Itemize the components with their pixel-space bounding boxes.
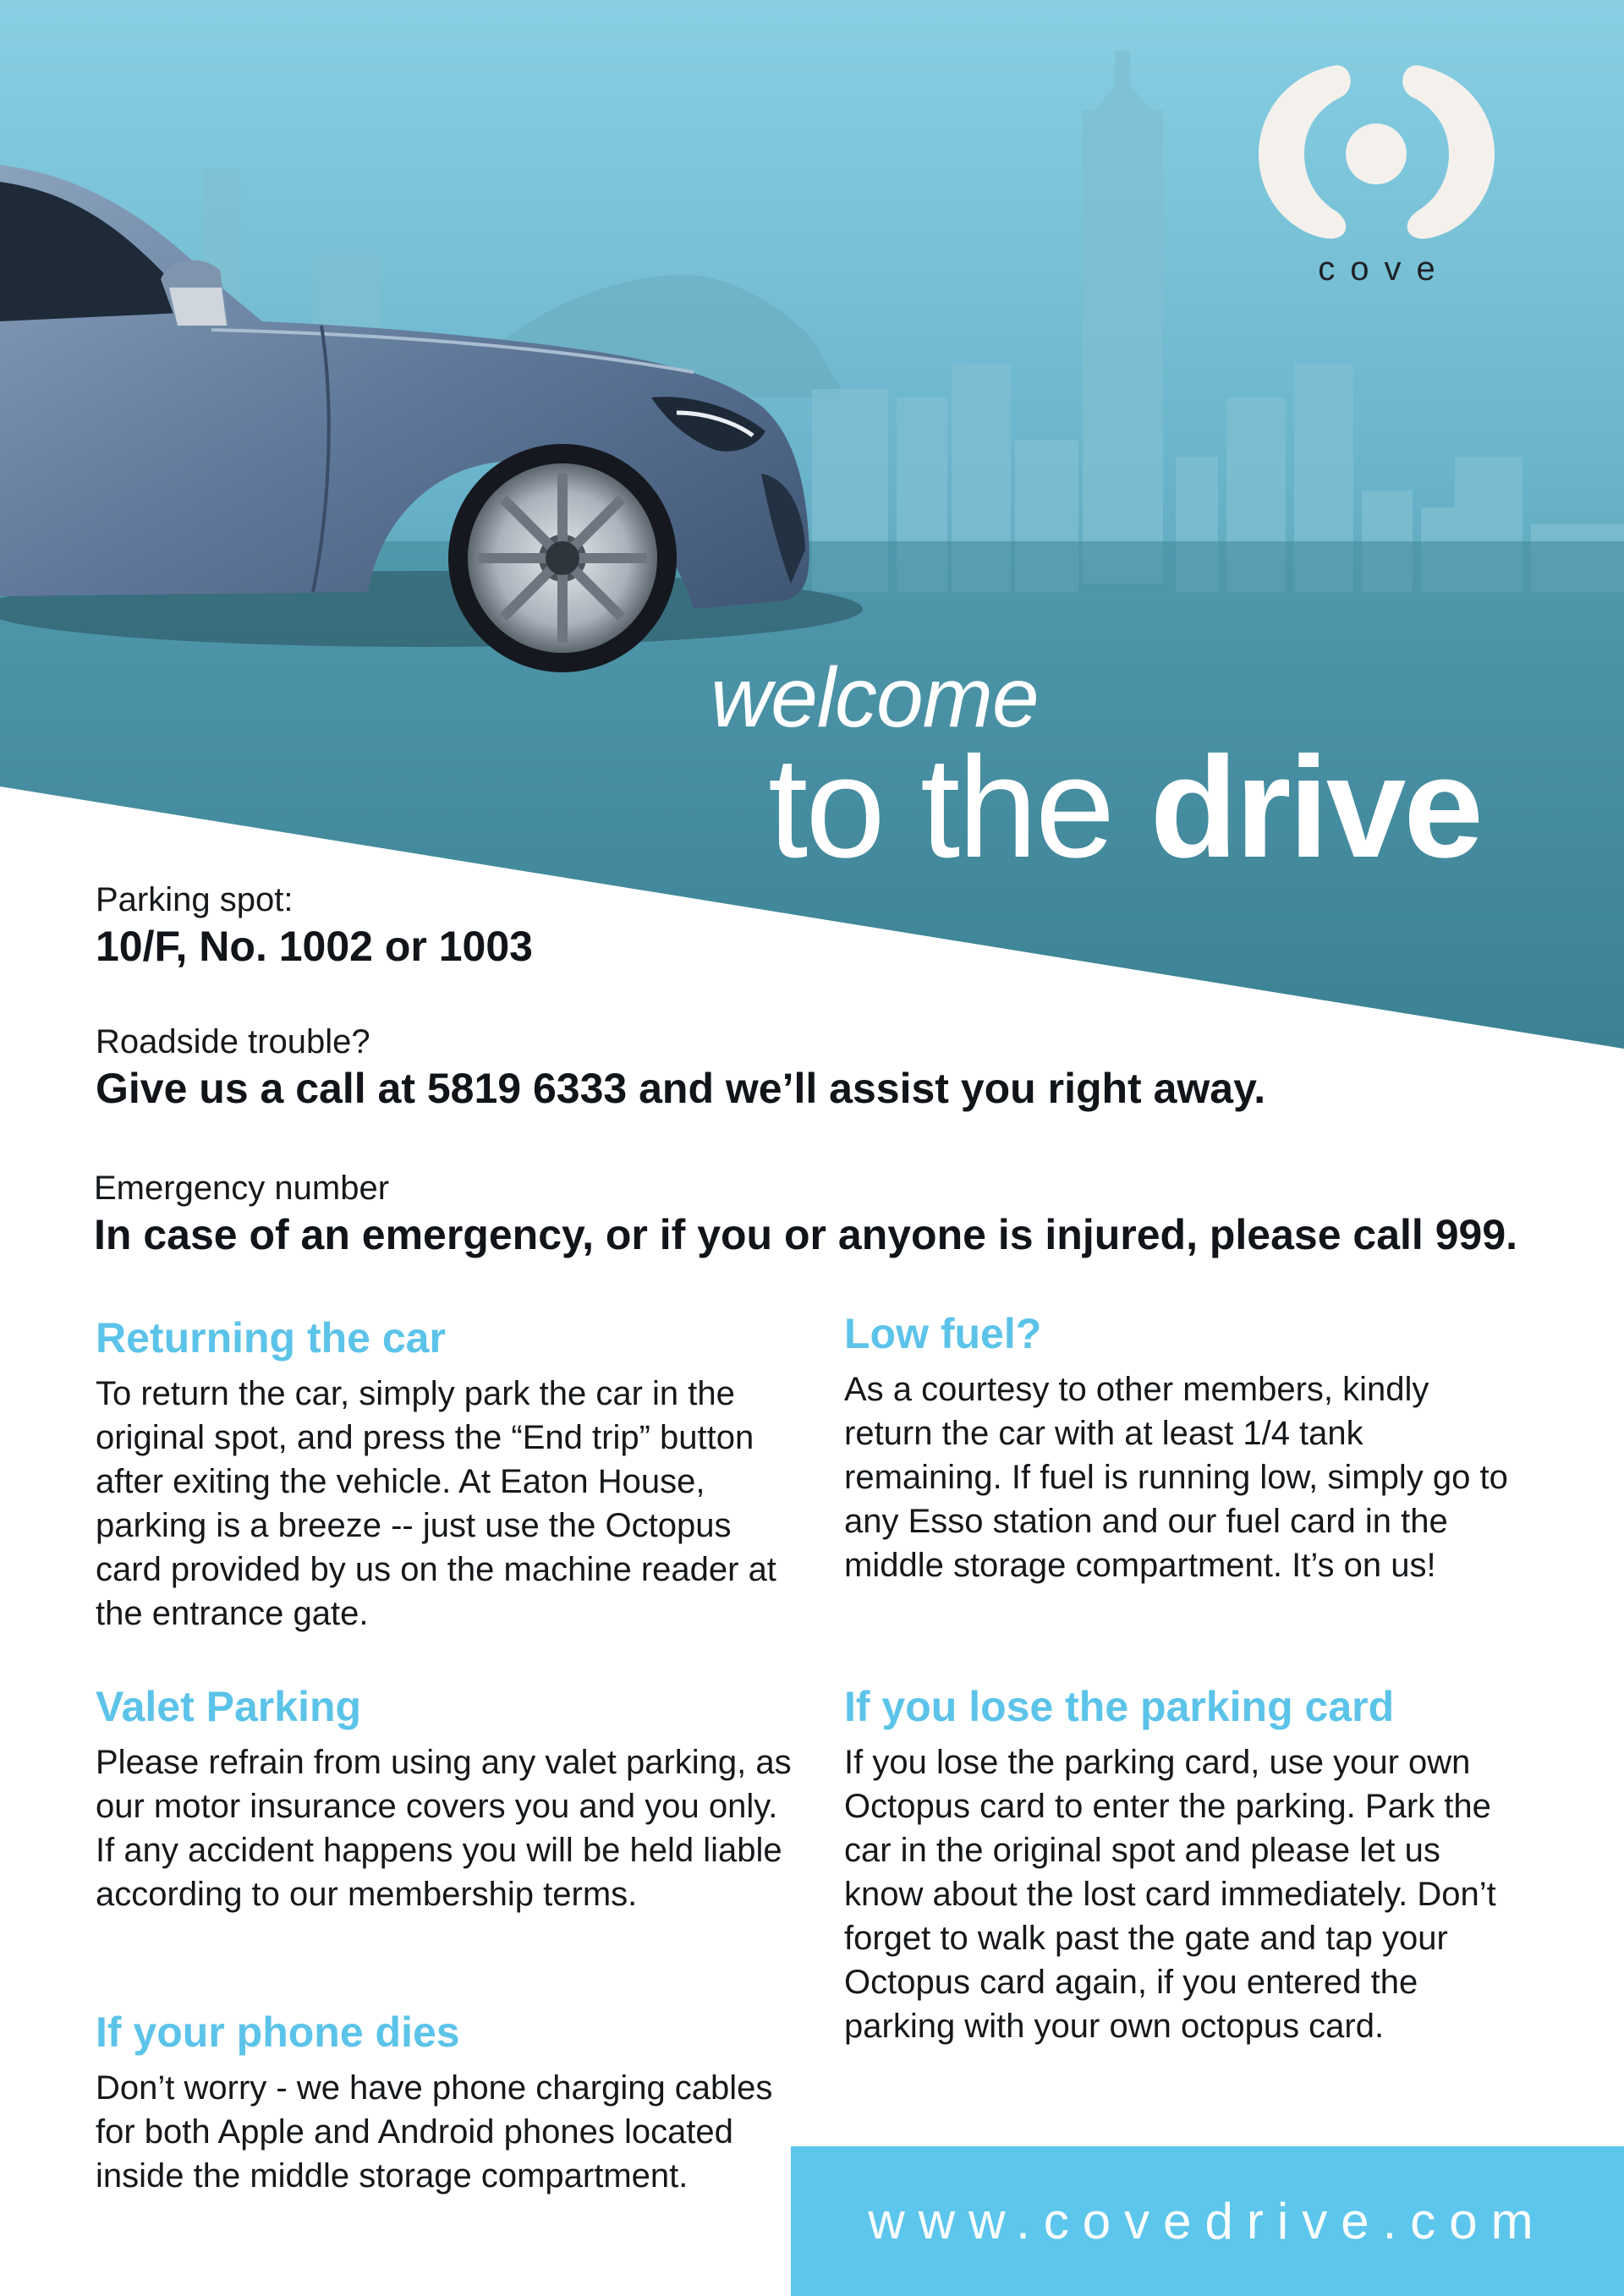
phone-title: If your phone dies [96, 2008, 460, 2056]
phone-section [96, 2007, 798, 2198]
lost-card-section [844, 1681, 1521, 2048]
roadside-block [96, 1022, 1265, 1115]
parking-spot-label: Parking spot: [96, 881, 294, 918]
returning-body: To return the car, simply park the car in the original spot, and press the “End trip” button after exiting the vehicle. At Eaton House, parking is a breeze -- just use the Octopus card provided by us on the machine reader at the entrance gate. [96, 1375, 776, 1632]
parking-spot-value: 10/F, No. 1002 or 1003 [96, 923, 533, 970]
roadside-label: Roadside trouble? [96, 1023, 370, 1060]
cove-logo-mark [1252, 59, 1501, 241]
emergency-label: Emergency number [94, 1170, 390, 1207]
website-url[interactable]: www.covedrive.com [791, 2146, 1624, 2296]
valet-section [96, 1681, 798, 1916]
phone-body: Don’t worry - we have phone charging cables for both Apple and Android phones located inside the middle storage compartment. [96, 2069, 773, 2195]
hero-welcome: welcome [710, 650, 1039, 745]
fuel-title: Low fuel? [844, 1310, 1042, 1357]
valet-body: Please refrain from using any valet parking, as our motor insurance covers you and you only. If any accident happens you will be held liable according to our membership terms. [96, 1744, 792, 1913]
returning-title: Returning the car [96, 1314, 446, 1362]
lost-card-body: If you lose the parking card, use your own Octopus card to enter the parking. Park the car in the original spot and please let us know about the lost card immediately. Don’t forget to walk past the gate and tap your Octopus card again, if you entered the parking with your own octopus card. [844, 1744, 1496, 2045]
roadside-value: Give us a call at 5819 6333 and we’ll assist you right away. [96, 1065, 1266, 1112]
hero-title [768, 727, 1481, 888]
fuel-section [844, 1308, 1521, 1587]
returning-section [96, 1312, 798, 1636]
hero-title-light: to the [768, 727, 1113, 888]
emergency-value: In case of an emergency, or if you or anyone is injured, please call 999. [94, 1211, 1518, 1258]
parking-spot-block [96, 879, 533, 973]
hero-title-bold: drive [1149, 727, 1481, 888]
emergency-block [94, 1168, 1517, 1262]
fuel-body: As a courtesy to other members, kindly return the car with at least 1/4 tank remaining. If fuel is running low, simply go to any Esso station and our fuel card in the middle storage compartment. It’s on us! [844, 1371, 1508, 1584]
lost-card-title: If you lose the parking card [844, 1683, 1395, 1730]
cove-logo [1252, 59, 1501, 288]
valet-title: Valet Parking [96, 1683, 362, 1730]
brand-wordmark: cove [1318, 250, 1451, 288]
